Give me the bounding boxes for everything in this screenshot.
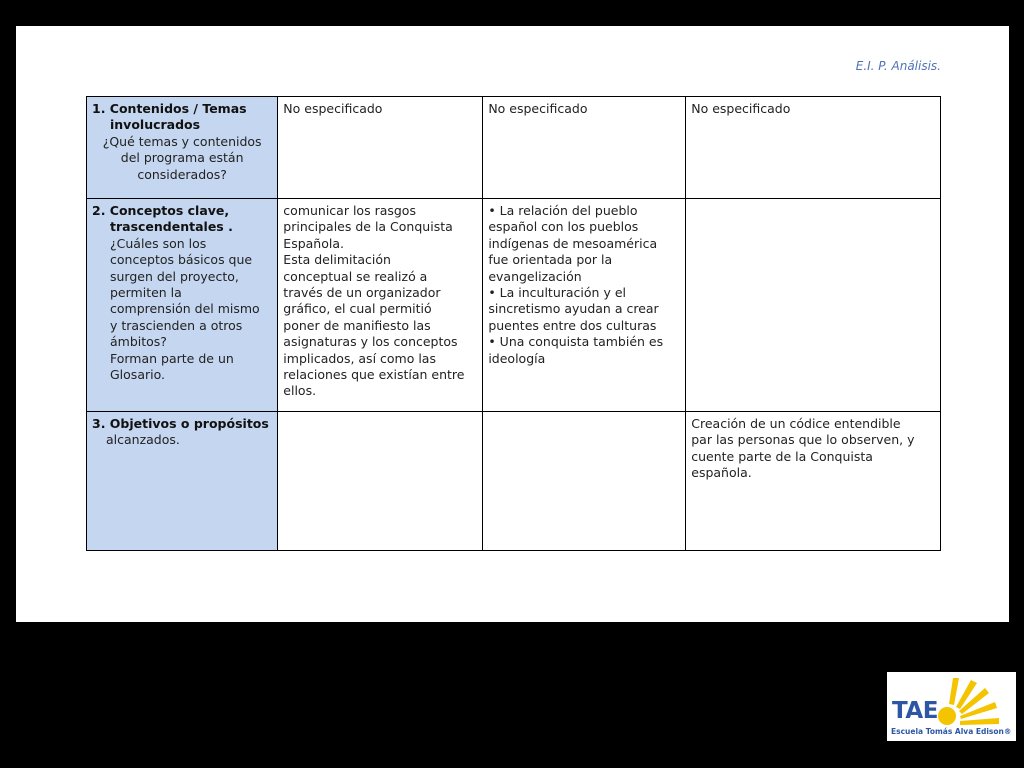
table-cell bbox=[686, 412, 941, 551]
page-header: E.I. P. Análisis. bbox=[855, 59, 941, 73]
table-cell bbox=[686, 97, 941, 199]
cell-text: • La relación del pueblo español con los pueblos indígenas de mesoamérica fue orientada por la evangelización • La inculturación y el sincretismo ayudan a crear puentes entre dos culturas • Una conquista también es ideología bbox=[488, 203, 664, 366]
row-title-cont: trascendentales . bbox=[110, 219, 233, 235]
table-cell bbox=[483, 412, 686, 551]
table-cell bbox=[483, 97, 686, 199]
logo-subtitle-text: Escuela Tomás Alva Edison bbox=[891, 727, 1004, 736]
school-logo bbox=[887, 672, 1016, 741]
table-cell bbox=[483, 199, 686, 412]
row-description: alcanzados. bbox=[106, 432, 180, 448]
row-title: 3. Objetivos o propósitos bbox=[92, 416, 269, 431]
table-row bbox=[87, 97, 941, 199]
analysis-table bbox=[86, 96, 941, 551]
cell-text: comunicar los rasgos principales de la Conquista Española. Esta delimitación conceptual se realizó a través de un organizador gráfico, el cual permitió poner de manifiesto las asignaturas y los conceptos implicados, así como las relaciones que existían entre ellos. bbox=[283, 203, 465, 399]
table-cell bbox=[686, 199, 941, 412]
cell-text: No especificado bbox=[691, 101, 791, 116]
registered-mark: ® bbox=[1003, 727, 1012, 736]
row-title: 2. Conceptos clave, bbox=[92, 203, 230, 218]
row-header-cell bbox=[87, 97, 278, 199]
cell-text: No especificado bbox=[283, 101, 383, 116]
table-row bbox=[87, 412, 941, 551]
sun-icon bbox=[937, 676, 1012, 726]
cell-text: No especificado bbox=[488, 101, 588, 116]
cell-text: Creación de un códice entendible par las personas que lo observen, y cuente parte de la Conquista española. bbox=[691, 416, 915, 481]
document-page bbox=[16, 26, 1009, 622]
row-header-cell bbox=[87, 199, 278, 412]
table-cell bbox=[278, 412, 483, 551]
row-description: ¿Qué temas y contenidos del programa están considerados? bbox=[102, 133, 262, 182]
row-title-cont: involucrados bbox=[110, 117, 201, 133]
logo-subtitle bbox=[891, 727, 1011, 736]
logo-brand: TAE bbox=[892, 698, 938, 724]
table-cell bbox=[278, 199, 483, 412]
row-description: ¿Cuáles son los conceptos básicos que surgen del proyecto, permiten la comprensión del mismo y trascienden a otros ámbitos? Forman parte de un Glosario. bbox=[110, 235, 260, 383]
table-row bbox=[87, 199, 941, 412]
row-title: 1. Contenidos / Temas bbox=[92, 101, 247, 116]
table-cell bbox=[278, 97, 483, 199]
row-header-cell bbox=[87, 412, 278, 551]
